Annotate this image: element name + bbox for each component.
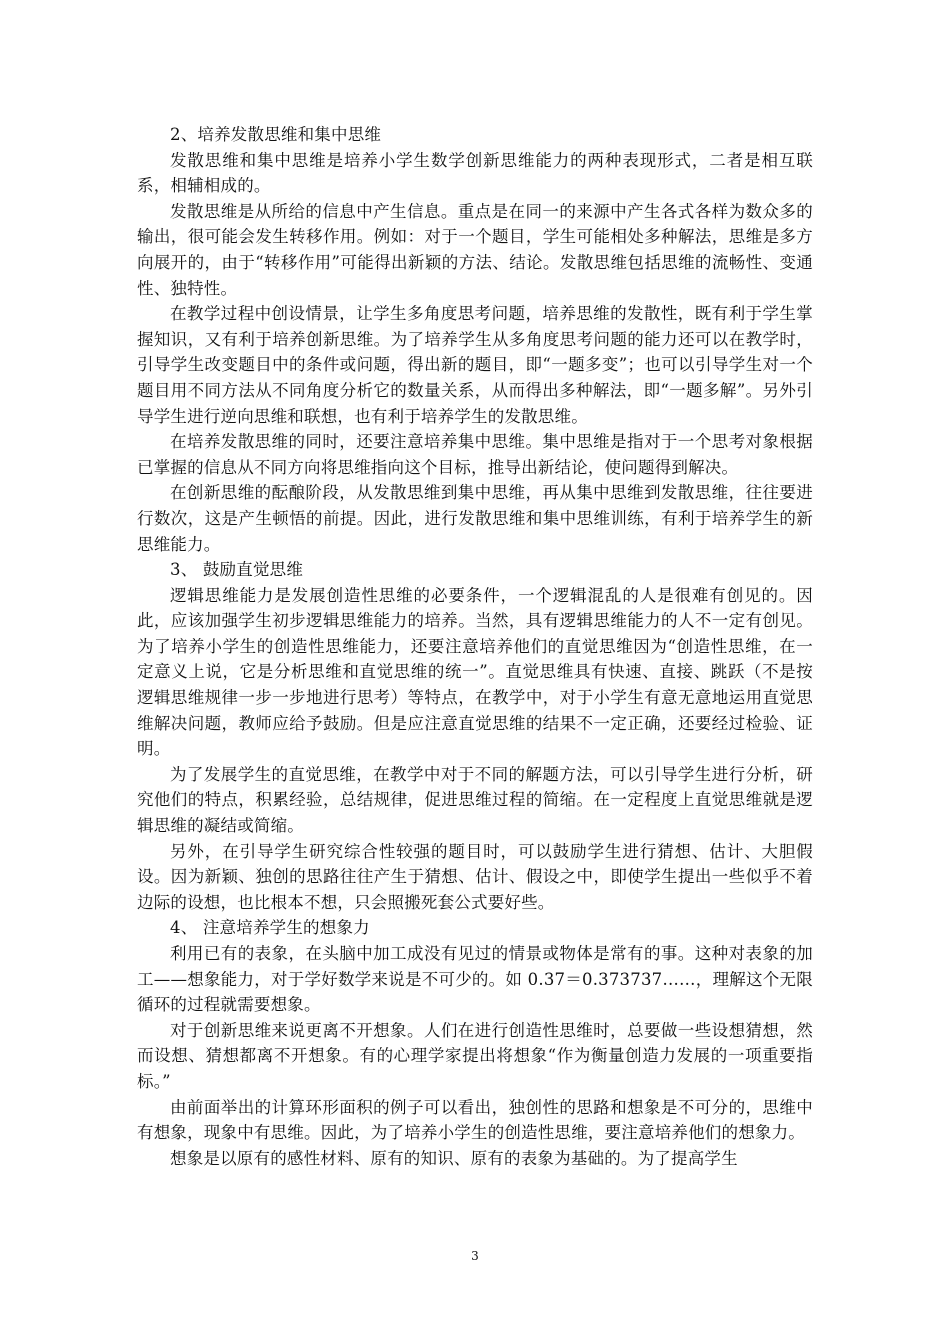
paragraph: 由前面举出的计算环形面积的例子可以看出，独创性的思路和想象是不可分的，思维中有想象，现象中有思维。因此，为了培养小学生的创造性思维，要注意培养他们的想象力。 [137,1097,813,1143]
page-number: 3 [471,1249,479,1263]
paragraph: 发散思维和集中思维是培养小学生数学创新思维能力的两种表现形式，二者是相互联系，相辅相成的。 [137,150,813,196]
section-heading-3: 3、 鼓励直觉思维 [170,560,304,580]
section-heading-2: 2、培养发散思维和集中思维 [170,125,382,144]
document-body [137,122,813,1171]
paragraph: 另外，在引导学生研究综合性较强的题目时，可以鼓励学生进行猜想、估计、大胆假设。因为新颖、独创的思路往往产生于猜想、估计、假设之中，即使学生提出一些似乎不着边际的设想，也比根本不想，只会照搬死套公式要好些。 [137,841,813,912]
paragraph: 在教学过程中创设情景，让学生多角度思考问题，培养思维的发散性，既有利于学生掌握知识，又有利于培养创新思维。为了培养学生从多角度思考问题的能力还可以在教学时，引导学生改变题目中的条件或问题，得出新的题目，即“一题多变”；也可以引导学生对一个题目用不同方法从不同角度分析它的数量关系，从而得出多种解法，即“一题多解”。另外引导学生进行逆向思维和联想，也有利于培养学生的发散思维。 [137,304,813,426]
paragraph: 想象是以原有的感性材料、原有的知识、原有的表象为基础的。为了提高学生 [170,1148,738,1168]
paragraph: 对于创新思维来说更离不开想象。人们在进行创造性思维时，总要做一些设想猜想，然而设想、猜想都离不开想象。有的心理学家提出将想象“作为衡量创造力发展的一项重要指标。” [137,1020,813,1091]
section-heading-4: 4、 注意培养学生的想象力 [170,918,370,938]
paragraph: 逻辑思维能力是发展创造性思维的必要条件，一个逻辑混乱的人是很难有创见的。因此，应该加强学生初步逻辑思维能力的培养。当然，具有逻辑思维能力的人不一定有创见。为了培养小学生的创造性思维能力，还要注意培养他们的直觉思维因为“创造性思维，在一定意义上说，它是分析思维和直觉思维的统一”。直觉思维具有快速、直接、跳跃（不是按逻辑思维规律一步一步地进行思考）等特点，在教学中，对于小学生有意无意地运用直觉思维解决问题，教师应给予鼓励。但是应注意直觉思维的结果不一定正确，还要经过检验、证明。 [137,585,813,759]
paragraph: 为了发展学生的直觉思维，在教学中对于不同的解题方法，可以引导学生进行分析，研究他们的特点，积累经验，总结规律，促进思维过程的简缩。在一定程度上直觉思维就是逻辑思维的凝结或简缩。 [137,764,813,836]
paragraph: 在创新思维的酝酿阶段，从发散思维到集中思维，再从集中思维到发散思维，往往要进行数次，这是产生顿悟的前提。因此，进行发散思维和集中思维训练，有利于培养学生的新思维能力。 [137,483,813,554]
paragraph: 在培养发散思维的同时，还要注意培养集中思维。集中思维是指对于一个思考对象根据已掌握的信息从不同方向将思维指向这个目标，推导出新结论，使问题得到解决。 [137,432,813,477]
paragraph: 发散思维是从所给的信息中产生信息。重点是在同一的来源中产生各式各样为数众多的输出，很可能会发生转移作用。例如：对于一个题目，学生可能相处多种解法，思维是多方向展开的，由于“转移作用”可能得出新颖的方法、结论。发散思维包括思维的流畅性、变通性、独特性。 [137,201,813,298]
paragraph: 利用已有的表象，在头脑中加工成没有见过的情景或物体是常有的事。这种对表象的加工——想象能力，对于学好数学来说是不可少的。如 0.37＝0.373737……，理解这个无限循环的过程就需要想象。 [137,944,813,1015]
